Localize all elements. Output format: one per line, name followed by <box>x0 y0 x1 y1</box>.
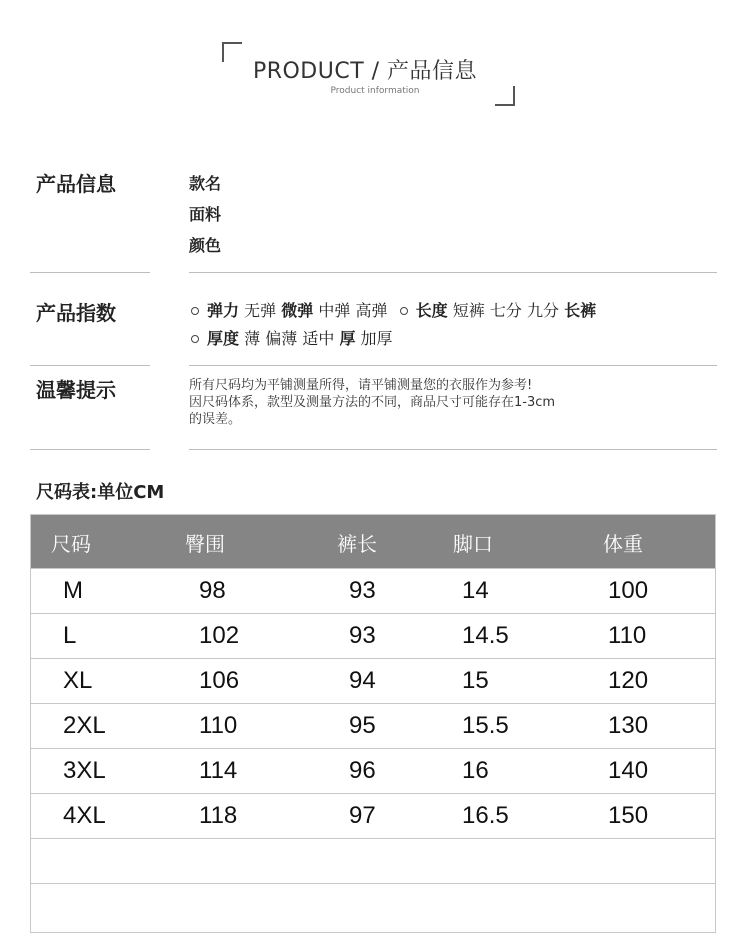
thickness-option: 偏薄 <box>265 329 298 348</box>
header-pants-length: 裤长 <box>337 532 377 556</box>
cell-hip: 106 <box>199 667 240 694</box>
divider <box>189 272 717 273</box>
divider <box>189 449 717 450</box>
length-option: 短裤 <box>452 301 485 320</box>
tips-line: 因尺码体系，款型及测量方法的不同，商品尺寸可能存在1-3cm <box>189 395 556 410</box>
elasticity-option: 高弹 <box>355 301 388 320</box>
cell-weight: 120 <box>608 667 649 694</box>
divider <box>30 449 150 450</box>
bullet-icon <box>400 307 408 315</box>
divider <box>30 272 150 273</box>
table-row <box>31 613 715 659</box>
cell-pants-length: 96 <box>349 757 376 784</box>
header-weight: 体重 <box>603 532 643 556</box>
table-row <box>31 748 715 794</box>
cell-leg-opening: 14 <box>462 577 489 604</box>
tips-line: 的误差。 <box>189 412 242 427</box>
cell-weight: 100 <box>608 577 649 604</box>
cell-size: L <box>63 622 77 649</box>
cell-hip: 110 <box>199 712 238 739</box>
elasticity-label: 弹力 <box>207 301 240 320</box>
elasticity-option: 无弹 <box>244 301 277 320</box>
thickness-option-selected: 厚 <box>339 329 356 348</box>
cell-pants-length: 93 <box>349 577 376 604</box>
cell-size: XL <box>63 667 93 694</box>
divider <box>189 365 717 366</box>
table-row <box>31 658 715 704</box>
table-header <box>31 515 715 568</box>
tips-label: 温馨提示 <box>36 378 116 402</box>
header-leg-opening: 脚口 <box>453 532 493 556</box>
cell-size: 4XL <box>63 802 106 829</box>
length-label: 长度 <box>415 301 448 320</box>
cell-leg-opening: 15.5 <box>462 712 509 739</box>
cell-weight: 150 <box>608 802 649 829</box>
cell-hip: 118 <box>199 802 238 829</box>
header-hip: 臀围 <box>185 532 225 556</box>
thickness-option: 适中 <box>302 329 335 348</box>
table-row <box>31 883 715 929</box>
elasticity-option: 中弹 <box>318 301 351 320</box>
cell-weight: 140 <box>608 757 649 784</box>
cell-weight: 130 <box>608 712 649 739</box>
cell-leg-opening: 16.5 <box>462 802 509 829</box>
table-row <box>31 703 715 749</box>
index-row-1 <box>189 298 596 321</box>
cell-weight: 110 <box>608 622 647 649</box>
size-table <box>30 514 716 933</box>
header-subtitle: Product information <box>330 86 420 96</box>
field-fabric: 面料 <box>189 205 222 224</box>
length-option-selected: 长裤 <box>564 301 597 320</box>
length-option: 七分 <box>489 301 522 320</box>
length-option: 九分 <box>526 301 559 320</box>
cell-leg-opening: 16 <box>462 757 489 784</box>
tips-line: 所有尺码均为平铺测量所得，请平铺测量您的衣服作为参考! <box>189 378 533 393</box>
table-row <box>31 838 715 884</box>
cell-leg-opening: 15 <box>462 667 489 694</box>
product-info-label: 产品信息 <box>36 172 116 196</box>
bullet-icon <box>191 335 199 343</box>
cell-size: M <box>63 577 83 604</box>
cell-pants-length: 95 <box>349 712 376 739</box>
cell-hip: 114 <box>199 757 238 784</box>
size-table-title: 尺码表:单位CM <box>36 482 165 503</box>
cell-size: 2XL <box>63 712 106 739</box>
header-size: 尺码 <box>51 532 91 556</box>
product-index-label: 产品指数 <box>36 301 116 325</box>
table-row <box>31 793 715 839</box>
divider <box>30 365 150 366</box>
elasticity-option-selected: 微弹 <box>281 301 314 320</box>
thickness-option: 加厚 <box>360 329 393 348</box>
cell-pants-length: 97 <box>349 802 376 829</box>
thickness-label: 厚度 <box>207 329 240 348</box>
field-color: 颜色 <box>189 236 222 255</box>
cell-pants-length: 94 <box>349 667 376 694</box>
bullet-icon <box>191 307 199 315</box>
cell-leg-opening: 14.5 <box>462 622 509 649</box>
cell-pants-length: 93 <box>349 622 376 649</box>
tips-text <box>189 377 709 428</box>
header-title: PRODUCT / 产品信息 <box>252 59 478 84</box>
cell-size: 3XL <box>63 757 106 784</box>
cell-hip: 98 <box>199 577 226 604</box>
thickness-option: 薄 <box>244 329 261 348</box>
cell-hip: 102 <box>199 622 240 649</box>
index-row-2 <box>189 326 393 349</box>
table-row <box>31 568 715 614</box>
field-style-name: 款名 <box>189 174 222 193</box>
